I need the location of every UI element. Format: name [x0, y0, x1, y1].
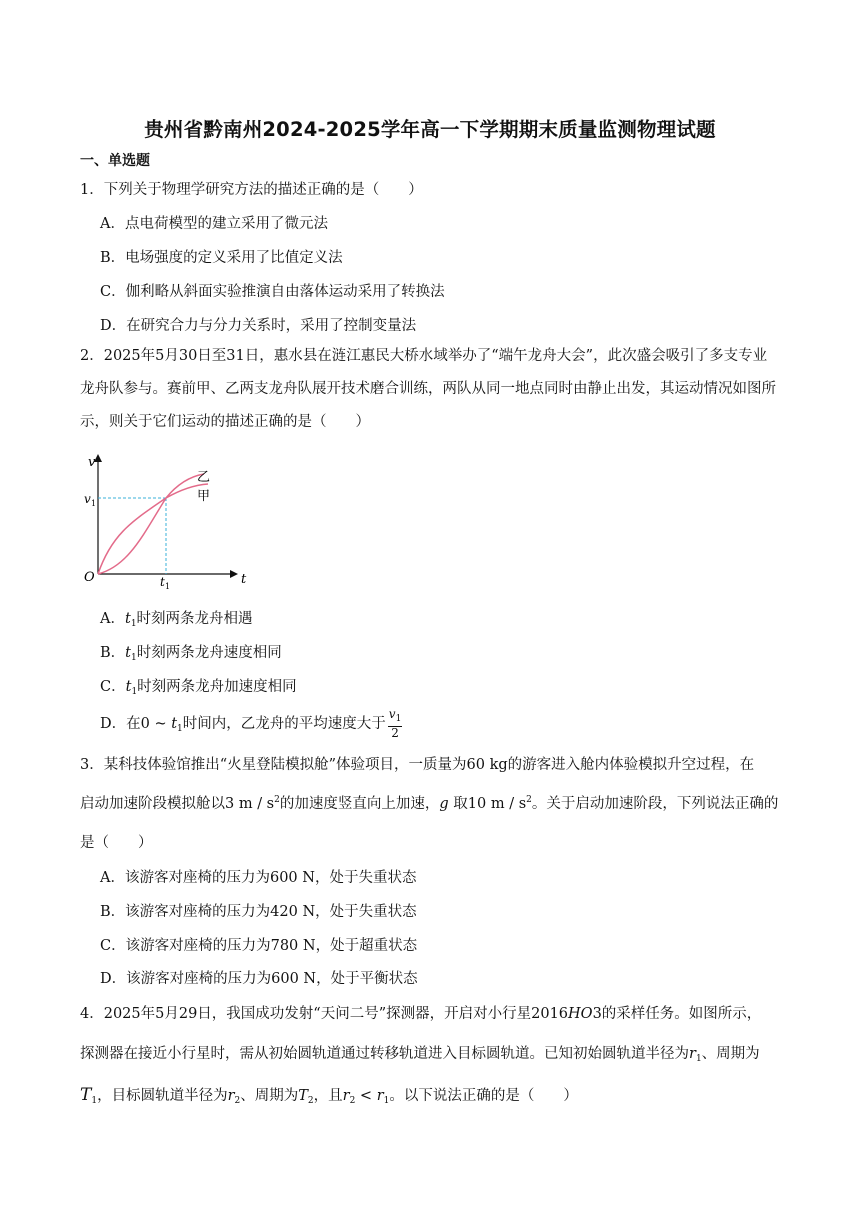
q1-option-b: B．电场强度的定义采用了比值定义法 — [100, 250, 343, 266]
q4-line-1 — [80, 1002, 761, 1023]
origin-label: O — [84, 570, 95, 585]
fraction-denominator: 2 — [391, 726, 399, 740]
q2-option-c-letter: C． — [100, 679, 126, 695]
exam-title: 贵州省黔南州2024-2025学年高一下学期期末质量监测物理试题 — [144, 118, 716, 141]
q2-option-d-sub: 1 — [177, 724, 183, 734]
q3-option-b: B．该游客对座椅的压力为420 N，处于失重状态 — [100, 904, 417, 920]
curve-jia-label: 甲 — [197, 489, 211, 504]
q2-option-c-text: 时刻两条龙舟加速度相同 — [137, 679, 297, 695]
q3-g-symbol: g — [439, 796, 449, 812]
t-axis-arrow — [230, 570, 238, 578]
v-axis-label: v — [88, 455, 96, 470]
q2-option-a — [100, 607, 253, 629]
q2-option-c — [100, 675, 297, 697]
q4-r2-compare-symbol: r — [342, 1088, 350, 1104]
q4-T1-symbol: T — [80, 1085, 92, 1105]
q3-line-2-part-d: 。关于启动加速阶段，下列说法正确的 — [531, 796, 779, 812]
q4-line-3-part-d: 。以下说法正确的是（ ） — [389, 1088, 578, 1104]
q2-option-a-text: 时刻两条龙舟相遇 — [136, 611, 253, 627]
t1-subscript: 1 — [165, 582, 171, 590]
velocity-time-graph — [84, 448, 254, 590]
q4-line-3-part-b: 、周期为 — [240, 1088, 299, 1104]
q3-line-2-part-b: 的加速度竖直向上加速， — [279, 796, 440, 812]
section-heading: 一、单选题 — [80, 153, 150, 169]
curve-yi-label: 乙 — [197, 470, 211, 485]
fraction-numerator: v — [388, 707, 396, 721]
q2-option-b-sub: 1 — [130, 653, 137, 663]
q1-option-d: D．在研究合力与分力关系时，采用了控制变量法 — [100, 318, 417, 334]
q2-option-a-sub: 1 — [130, 619, 137, 629]
q4-T1-sub: 1 — [91, 1096, 98, 1106]
q2-option-d-var: t — [171, 716, 178, 732]
v1-subscript: 1 — [91, 499, 97, 508]
q1-option-c: C．伽利略从斜面实验推演自由落体运动采用了转换法 — [100, 284, 445, 300]
q4-line-2 — [80, 1042, 760, 1064]
v1-label: v — [84, 492, 91, 506]
q4-T2-symbol: T — [298, 1088, 308, 1104]
q3-option-c: C．该游客对座椅的压力为780 N，处于超重状态 — [100, 938, 418, 954]
q4-r1-sub: 1 — [695, 1054, 702, 1064]
q3-sup-2: 2 — [526, 795, 532, 805]
q1-stem: 1．下列关于物理学研究方法的描述正确的是（ ） — [80, 182, 423, 198]
q2-option-d-text: 时间内，乙龙舟的平均速度大于 — [182, 716, 386, 732]
q3-option-a: A．该游客对座椅的压力为600 N，处于失重状态 — [100, 870, 417, 886]
q4-line-2-part-a: 探测器在接近小行星时，需从初始圆轨道通过转移轨道进入目标圆轨道。已知初始圆轨道半径为 — [80, 1046, 689, 1062]
q3-option-d: D．该游客对座椅的压力为600 N，处于平衡状态 — [100, 971, 418, 987]
q3-sup-1: 2 — [274, 795, 280, 805]
q2-option-c-var: t — [125, 679, 132, 695]
q1-option-a: A．点电荷模型的建立采用了微元法 — [100, 216, 328, 232]
q4-asteroid-letters: HO — [568, 1006, 593, 1022]
q4-r1-compare-sub: 1 — [383, 1096, 390, 1106]
q2-option-d — [100, 708, 402, 740]
q3-line-2-part-c: 取10 m / s — [448, 796, 527, 812]
q4-r2-compare-sub: 2 — [349, 1096, 356, 1106]
q2-option-b-letter: B． — [100, 645, 126, 661]
q4-r1-symbol: r — [689, 1046, 696, 1062]
q3-line-2-part-a: 启动加速阶段模拟舱以3 m / s — [80, 796, 275, 812]
q2-option-b-text: 时刻两条龙舟速度相同 — [136, 645, 282, 661]
q4-less-than: < — [355, 1088, 377, 1104]
t1-label: t — [160, 575, 165, 589]
q2-option-a-letter: A． — [100, 611, 125, 627]
q4-line-1-part-b: 3的采样任务。如图所示， — [592, 1006, 762, 1022]
q2-option-c-sub: 1 — [131, 687, 138, 697]
q4-line-3 — [80, 1084, 578, 1106]
q4-line-3-part-c: ，且 — [313, 1088, 343, 1104]
q3-line-1: 3．某科技体验馆推出“火星登陆模拟舱”体验项目，一质量为60 kg的游客进入舱内体验模拟升空过程，在 — [80, 757, 755, 773]
q2-stem: 2．2025年5月30日至31日，惠水县在涟江惠民大桥水域举办了“端午龙舟大会”，此次盛会吸引了多支专业龙舟队参与。赛前甲、乙两支龙舟队展开技术磨合训练，两队从同一地点同时由静止出发，其运动情况如图所示，则关于它们运动的描述正确的是（ ） — [80, 348, 776, 430]
q3-line-2 — [80, 792, 778, 813]
q4-line-1-part-a: 4．2025年5月29日，我国成功发射“天问二号”探测器，开启对小行星2016 — [80, 1006, 569, 1022]
q4-r2-sub: 2 — [234, 1096, 241, 1106]
q4-r2-symbol: r — [227, 1088, 235, 1104]
q2-option-a-var: t — [124, 611, 131, 627]
q4-r1-compare-symbol: r — [376, 1088, 384, 1104]
q2-option-b-var: t — [125, 645, 131, 661]
q4-T2-sub: 2 — [307, 1096, 314, 1106]
t-axis-label: t — [241, 572, 247, 587]
q3-line-3: 是（ ） — [80, 835, 153, 851]
q4-line-2-part-b: 、周期为 — [701, 1046, 760, 1062]
q4-line-3-part-a: ，目标圆轨道半径为 — [97, 1088, 228, 1104]
q2-option-b — [100, 641, 282, 663]
v1-over-2-fraction — [388, 708, 403, 740]
q2-option-d-prefix: D．在0 ~ — [100, 716, 172, 732]
curve-yi — [98, 474, 204, 574]
fraction-numerator-sub: 1 — [395, 714, 402, 724]
